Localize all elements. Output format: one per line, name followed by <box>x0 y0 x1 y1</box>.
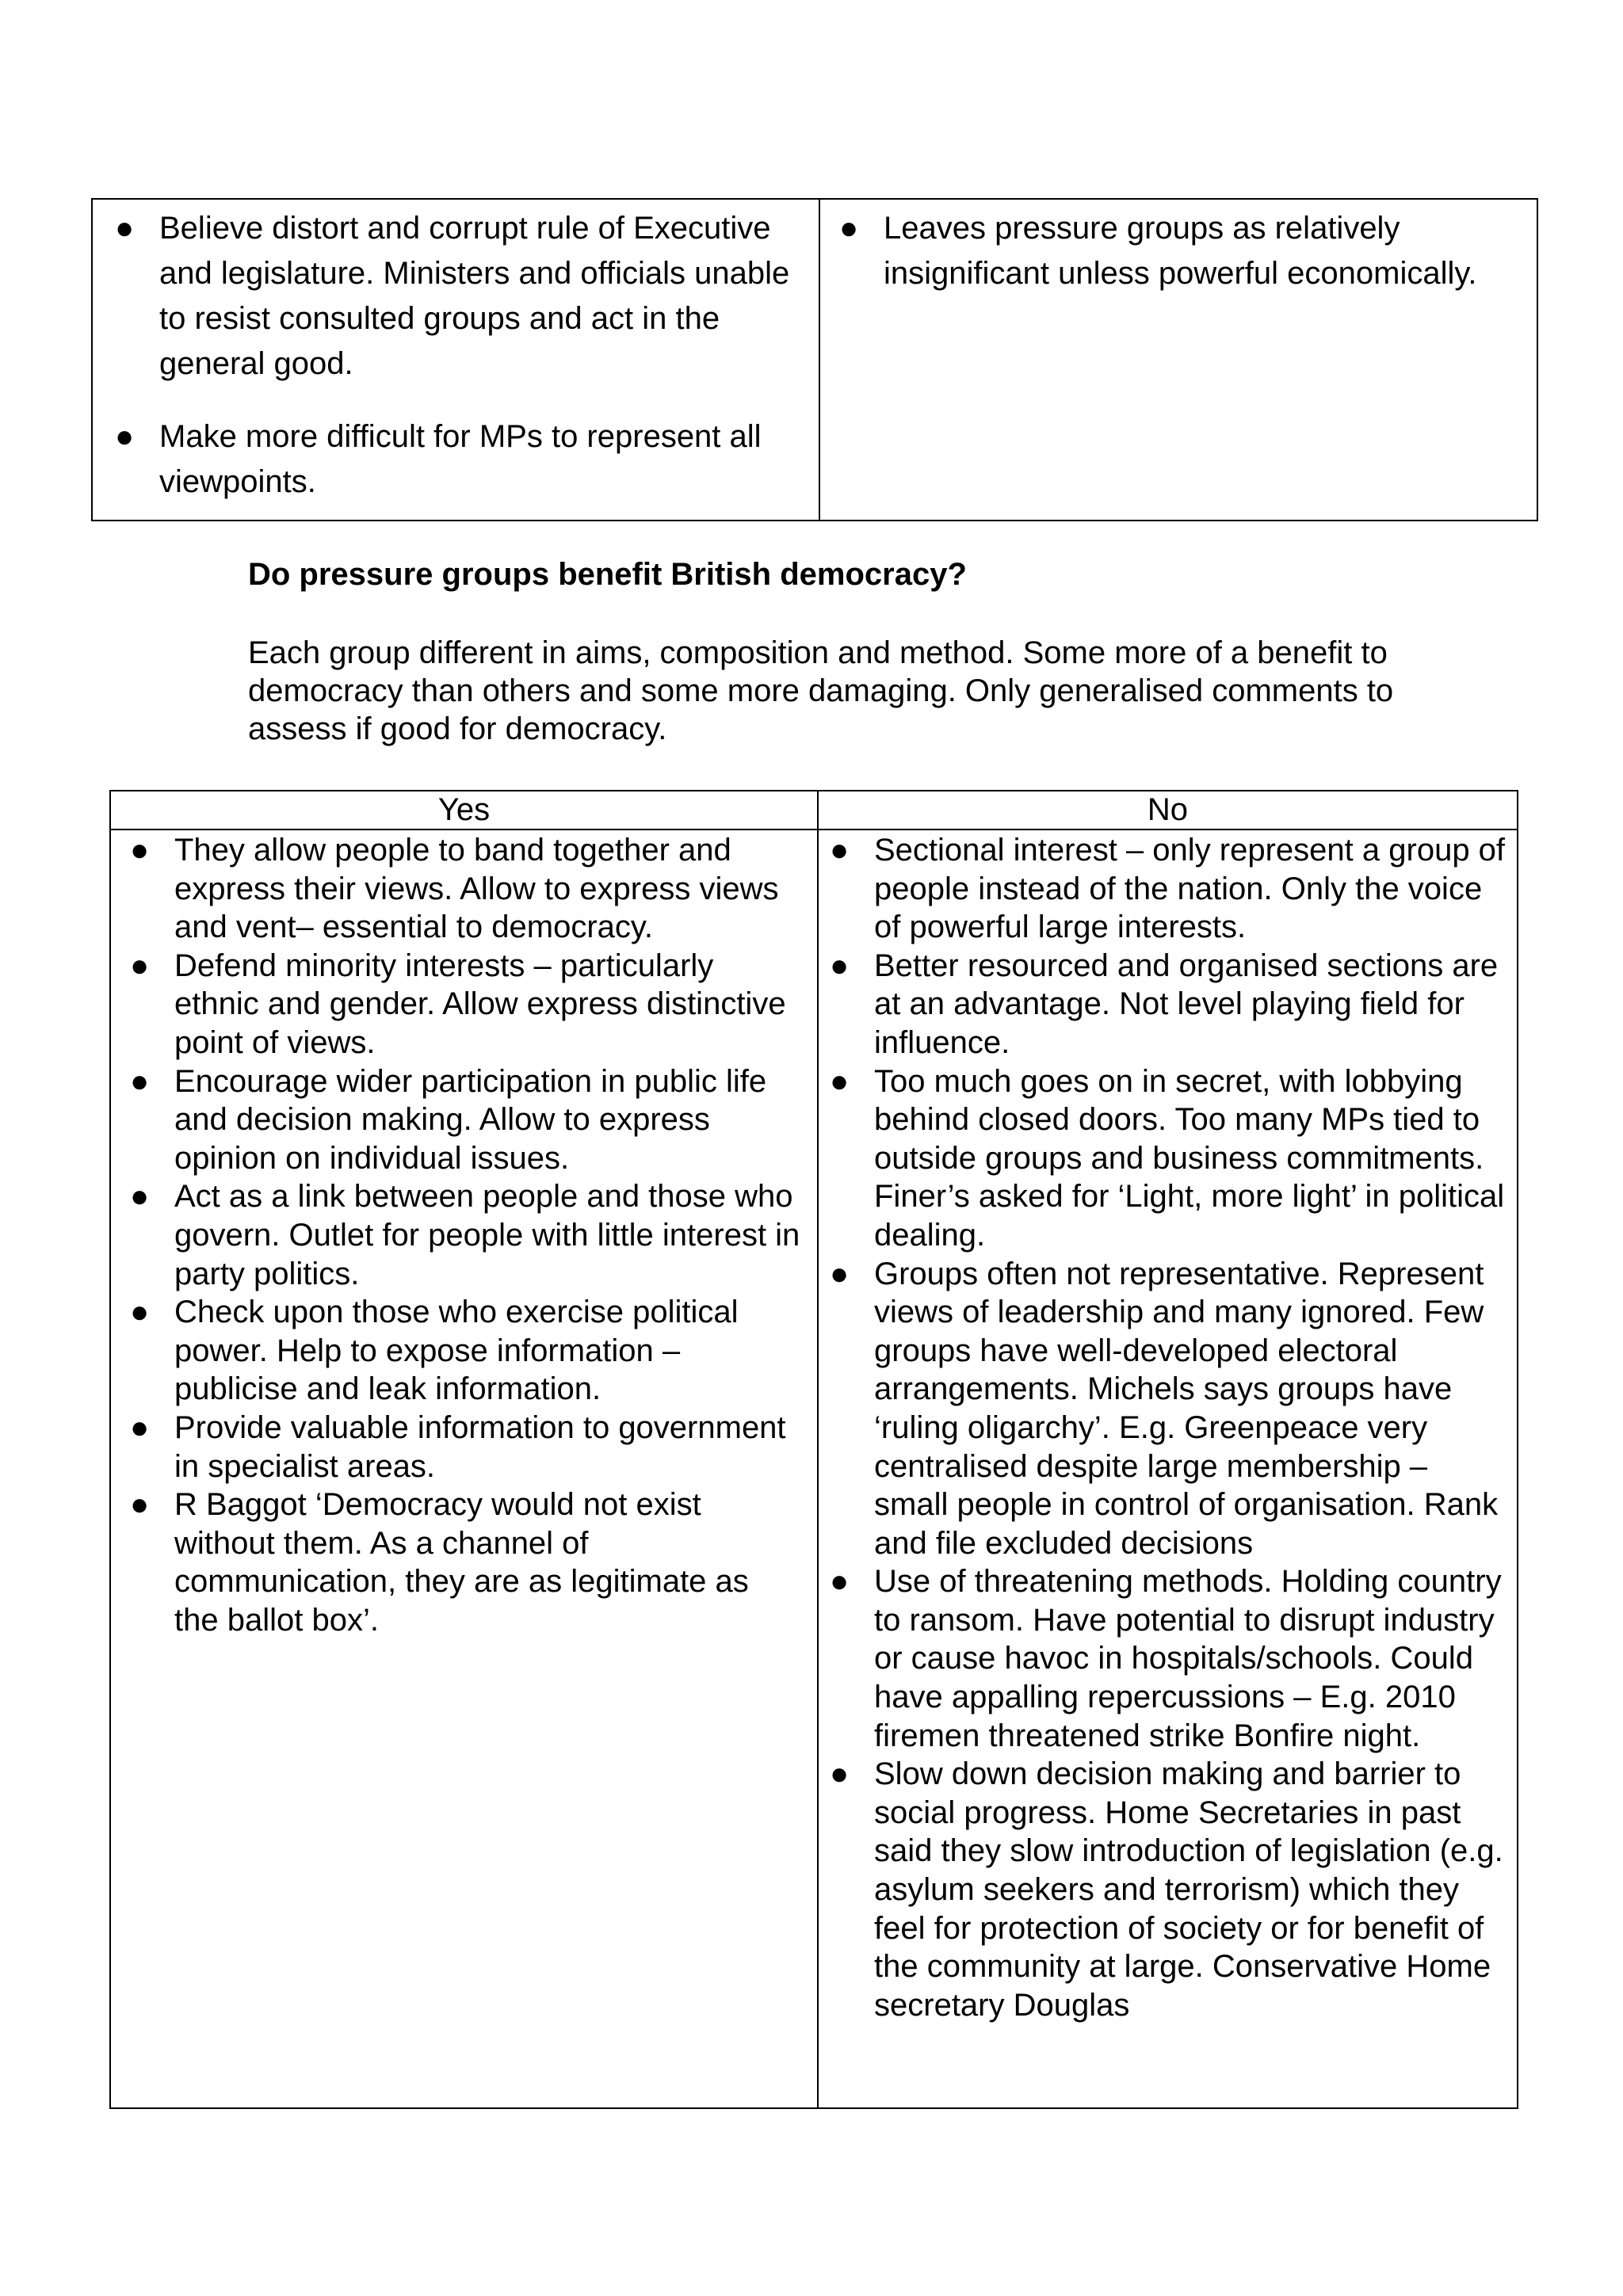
no-column-header: No <box>1147 792 1189 827</box>
bullet-icon: ● <box>830 1564 850 1600</box>
list-item: ● Better resourced and organised sections are at an advantage. Not level playing field for influence. <box>830 948 1499 1060</box>
table-body-row <box>111 830 1517 2107</box>
table-header-row <box>111 791 1517 830</box>
no-column <box>819 830 1517 2107</box>
continued-table-right-cell <box>820 200 1537 520</box>
bullet-icon: ● <box>130 833 150 868</box>
bullet-icon: ● <box>830 1256 850 1291</box>
yes-column-header: Yes <box>111 791 819 829</box>
yes-bullet-list <box>128 831 801 1639</box>
bullet-icon: ● <box>115 211 135 246</box>
list-item: ● Provide valuable information to government in specialist areas. <box>130 1409 786 1484</box>
list-item: ● Act as a link between people and those who govern. Outlet for people with little interest in party politics. <box>130 1179 800 1291</box>
yes-no-table <box>109 790 1518 2109</box>
left-bullet-list <box>109 206 800 505</box>
bullet-icon: ● <box>130 1179 150 1215</box>
bullet-icon: ● <box>130 1409 150 1445</box>
no-bullet-list <box>828 831 1509 2024</box>
bullet-icon: ● <box>130 1063 150 1099</box>
bullet-icon: ● <box>830 948 850 983</box>
bullet-icon: ● <box>839 211 859 246</box>
list-item: ● Encourage wider participation in public life and decision making. Allow to express opinion on individual issues. <box>130 1063 767 1176</box>
list-item: ● Use of threatening methods. Holding country to ransom. Have potential to disrupt industry or cause havoc in hospitals/schools. Could have appalling repercussions – E.g. 2010 firemen threatened strike Bonfire night. <box>830 1564 1502 1753</box>
bullet-icon: ● <box>830 833 850 868</box>
section-intro: Each group different in aims, composition and method. Some more of a benefit to democracy than others and some more damaging. Only generalised comments to assess if good for democracy. <box>248 635 1394 746</box>
continued-table-left-cell <box>93 200 820 520</box>
bullet-icon: ● <box>115 419 135 454</box>
bullet-icon: ● <box>130 1295 150 1330</box>
list-item: ● They allow people to band together and express their views. Allow to express views and vent– essential to democracy. <box>130 833 779 945</box>
list-item: ● Check upon those who exercise political power. Help to expose information – publicise and leak information. <box>130 1295 739 1407</box>
yes-column <box>111 830 819 2107</box>
list-item: ● R Baggot ‘Democracy would not exist without them. As a channel of communication, they are as legitimate as the ballot box’. <box>130 1487 749 1638</box>
list-item: ● Sectional interest – only represent a group of people instead of the nation. Only the voice of powerful large interests. <box>830 833 1506 945</box>
bullet-icon: ● <box>830 1063 850 1099</box>
list-item: ● Leaves pressure groups as relatively insignificant unless powerful economically. <box>833 206 1518 296</box>
list-item: ● Slow down decision making and barrier to social progress. Home Secretaries in past said they slow introduction of legislation (e.g. asylum seekers and terrorism) which they feel for protection of society or for benefit of the community at large. Conservative Home secretary Douglas <box>830 1756 1503 2023</box>
continued-table <box>91 198 1538 521</box>
bullet-icon: ● <box>130 1487 150 1523</box>
list-item: ● Groups often not representative. Represent views of leadership and many ignored. Few groups have well-developed electoral arrangements. Michels says groups have ‘ruling oligarchy’. E.g. Greenpeace very centralised despite large membership – small people in control of organisation. Rank and file excluded decisions <box>830 1256 1499 1561</box>
bullet-icon: ● <box>130 948 150 983</box>
list-item: ● Make more difficult for MPs to represent all viewpoints. <box>109 414 800 505</box>
list-item: ● Too much goes on in secret, with lobbying behind closed doors. Too many MPs tied to outside groups and business commitments. Finer’s asked for ‘Light, more light’ in political dealing. <box>830 1063 1505 1253</box>
right-bullet-list <box>833 206 1518 296</box>
section-heading: Do pressure groups benefit British democracy? <box>248 557 967 592</box>
list-item: ● Believe distort and corrupt rule of Executive and legislature. Ministers and officials unable to resist consulted groups and act in the general good. <box>109 206 800 387</box>
list-item: ● Defend minority interests – particularly ethnic and gender. Allow express distinctive point of views. <box>130 948 786 1060</box>
bullet-icon: ● <box>830 1756 850 1792</box>
